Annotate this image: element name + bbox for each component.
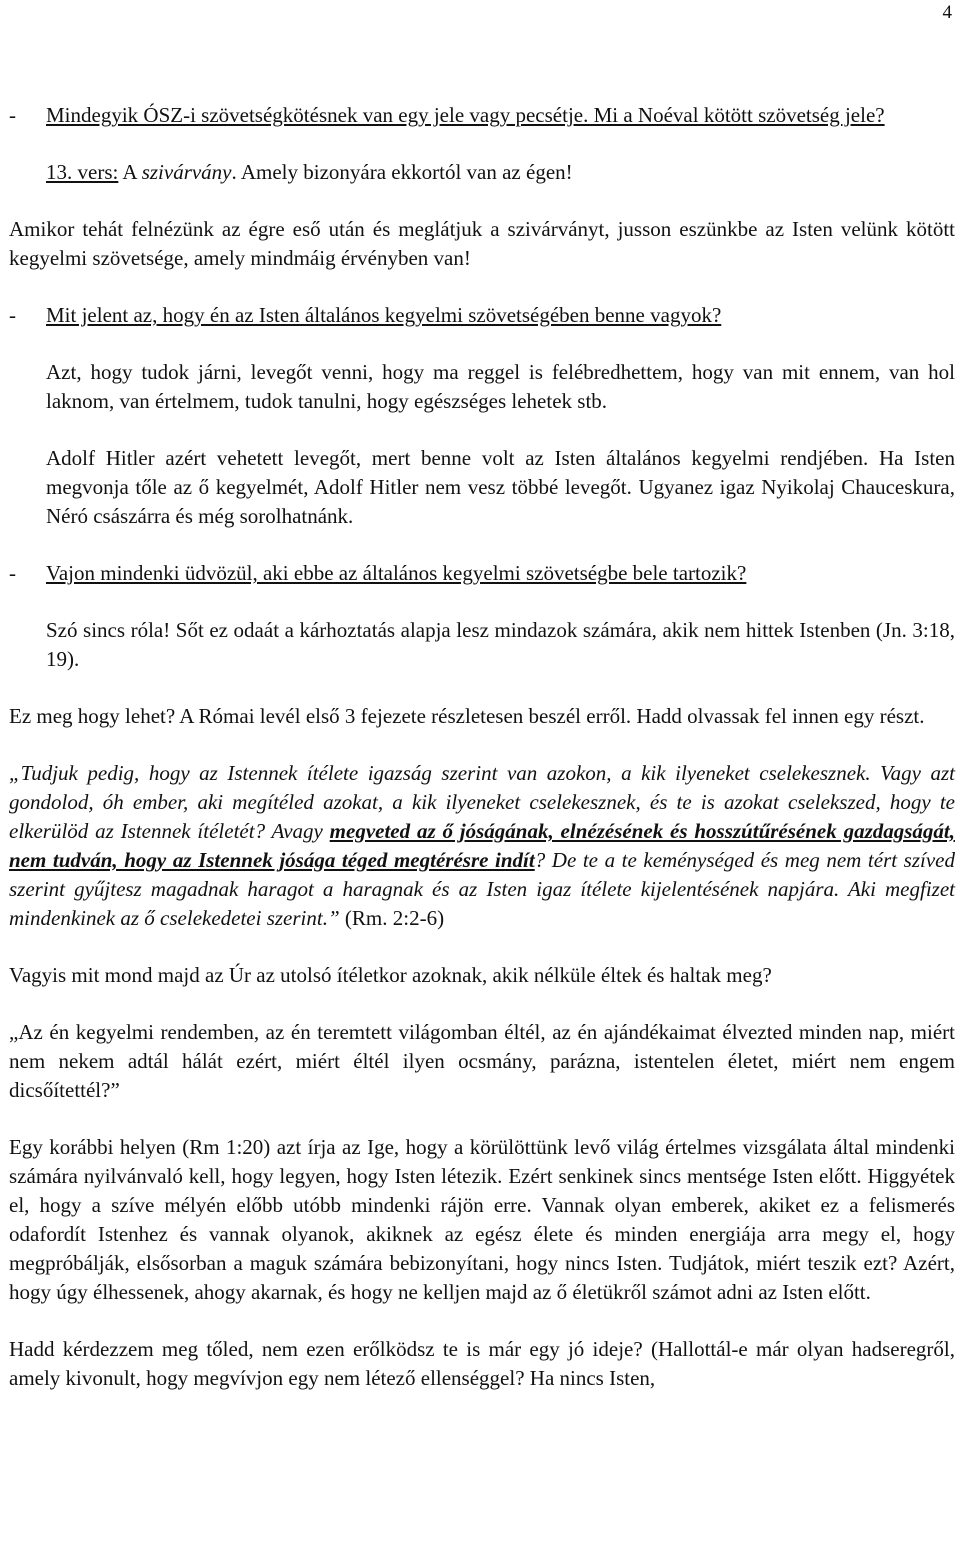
verse-ref: 13. vers: (46, 160, 119, 184)
paragraph-rainbow: Amikor tehát felnézünk az égre eső után és meglátjuk a szivárványt, jusson eszünkbe az Isten velünk kötött kegyelmi szövetsége, amely mindmáig érvényben van! (9, 217, 955, 270)
quote-lord: „Az én kegyelmi rendemben, az én teremtett világomban éltél, az én ajándékaimat élvezted minden nap, miért nem nekem adtál hálát ezért, miért éltél ilyen ocsmány, parázna, istentelen életet, miért nem engem dicsőítettél?” (9, 1020, 955, 1102)
answer-salvation: Szó sincs róla! Sőt ez odaát a kárhoztatás alapja lesz mindazok számára, akik nem hittek Istenben (Jn. 3:18, 19). (46, 618, 955, 671)
bullet-dash: - (9, 303, 16, 327)
question-text: Vajon mindenki üdvözül, aki ebbe az általános kegyelmi szövetségbe bele tartozik? (46, 561, 747, 585)
question-noah-sign (9, 101, 955, 130)
answer-general-grace: Azt, hogy tudok járni, levegőt venni, hogy ma reggel is felébredhettem, hogy van mit ennem, van hol laknom, van értelmem, tudok tanulni, hogy egészséges lehetek stb. (46, 360, 955, 413)
paragraph-hitler: Adolf Hitler azért vehetett levegőt, mert benne volt az Isten általános kegyelmi rendjében. Ha Isten megvonja tőle az ő kegyelmét, Adolf Hitler nem vesz többé levegőt. Ugyanez igaz Nyikolaj Chauceskura, Néró császárra és még sorolhatnánk. (46, 446, 955, 528)
paragraph-romans-1-20: Egy korábbi helyen (Rm 1:20) azt írja az Ige, hogy a körülöttünk levő világ értelmes vizsgálata által mindenki számára nyilvánvaló kell, hogy legyen, hogy Isten létezik. Ezért senkinek sincs mentsége Isten előtt. Higgyétek el, hogy a szíve mélyén előbb utóbb mindenki rájön erre. Vannak olyan emberek, akiket ez a felismerés odafordít Istenhez és vannak olyanok, akiknek az egész élete és minden energiája arra megy el, hogy megpróbálják, elsősorban a maguk számára bebizonyítani, hogy nincs Isten. Tudjátok, miért teszik ezt? Azért, hogy úgy élhessenek, ahogy akarnak, és hogy ne kelljen majd az ő életükről számot adni az Isten előtt. (9, 1135, 955, 1304)
bullet-dash: - (9, 103, 16, 127)
verse-13-line: 13. vers: A szivárvány. Amely bizonyára ekkortól van az égen! (46, 160, 573, 184)
page-number: 4 (942, 2, 952, 23)
question-general-grace (9, 301, 955, 330)
paragraph-romans-intro: Ez meg hogy lehet? A Római levél első 3 fejezete részletesen beszél erről. Hadd olvassak fel innen egy részt. (9, 704, 925, 728)
page-content (9, 101, 955, 1393)
quote-bold-emphasis: megveted az ő jóságának, elnézésének és hosszútűrésének gazdagságát, nem tudván, hogy az Istennek jósága téged megtérésre indít (9, 819, 955, 872)
question-salvation (9, 559, 955, 588)
bullet-dash: - (9, 561, 16, 585)
question-text: Mit jelent az, hogy én az Isten általános kegyelmi szövetségében benne vagyok? (46, 303, 722, 327)
paragraph-last-judgement: Vagyis mit mond majd az Úr az utolsó ítéletkor azoknak, akik nélküle éltek és haltak meg? (9, 963, 772, 987)
question-text: Mindegyik ÓSZ-i szövetségkötésnek van egy jele vagy pecsétje. Mi a Noéval kötött szövetség jele? (46, 103, 885, 127)
quote-reference: (Rm. 2:2-6) (339, 906, 445, 930)
paragraph-question-you: Hadd kérdezzem meg tőled, nem ezen erőlködsz te is már egy jó ideje? (Hallottál-e már olyan hadseregről, amely kivonult, hogy megvívjon egy nem létező ellenséggel? Ha nincs Isten, (9, 1337, 955, 1390)
quote-romans: „Tudjuk pedig, hogy az Istennek ítélete igazság szerint van azokon, a kik ilyeneket cselekesznek. Vagy azt gondolod, óh ember, aki megítéled azokat, a kik ilyeneket cselekesznek, és te is azokat cselekszed, hogy te elkerülöd az Istennek ítéletét? Avagy megveted az ő jóságának, elnézésének és hosszútűrésének gazdagságát, nem tudván, hogy az Istennek jósága téged megtérésre indít? De te a te keménységed és meg nem tért szíved szerint gyűjtesz magadnak haragot a haragnak és az Isten igaz ítélete kijelentésének napjára. Aki megfizet mindenkinek az ő cselekedetei szerint.” (Rm. 2:2-6) (9, 761, 955, 930)
verse-italic-word: szivárvány (141, 160, 232, 184)
